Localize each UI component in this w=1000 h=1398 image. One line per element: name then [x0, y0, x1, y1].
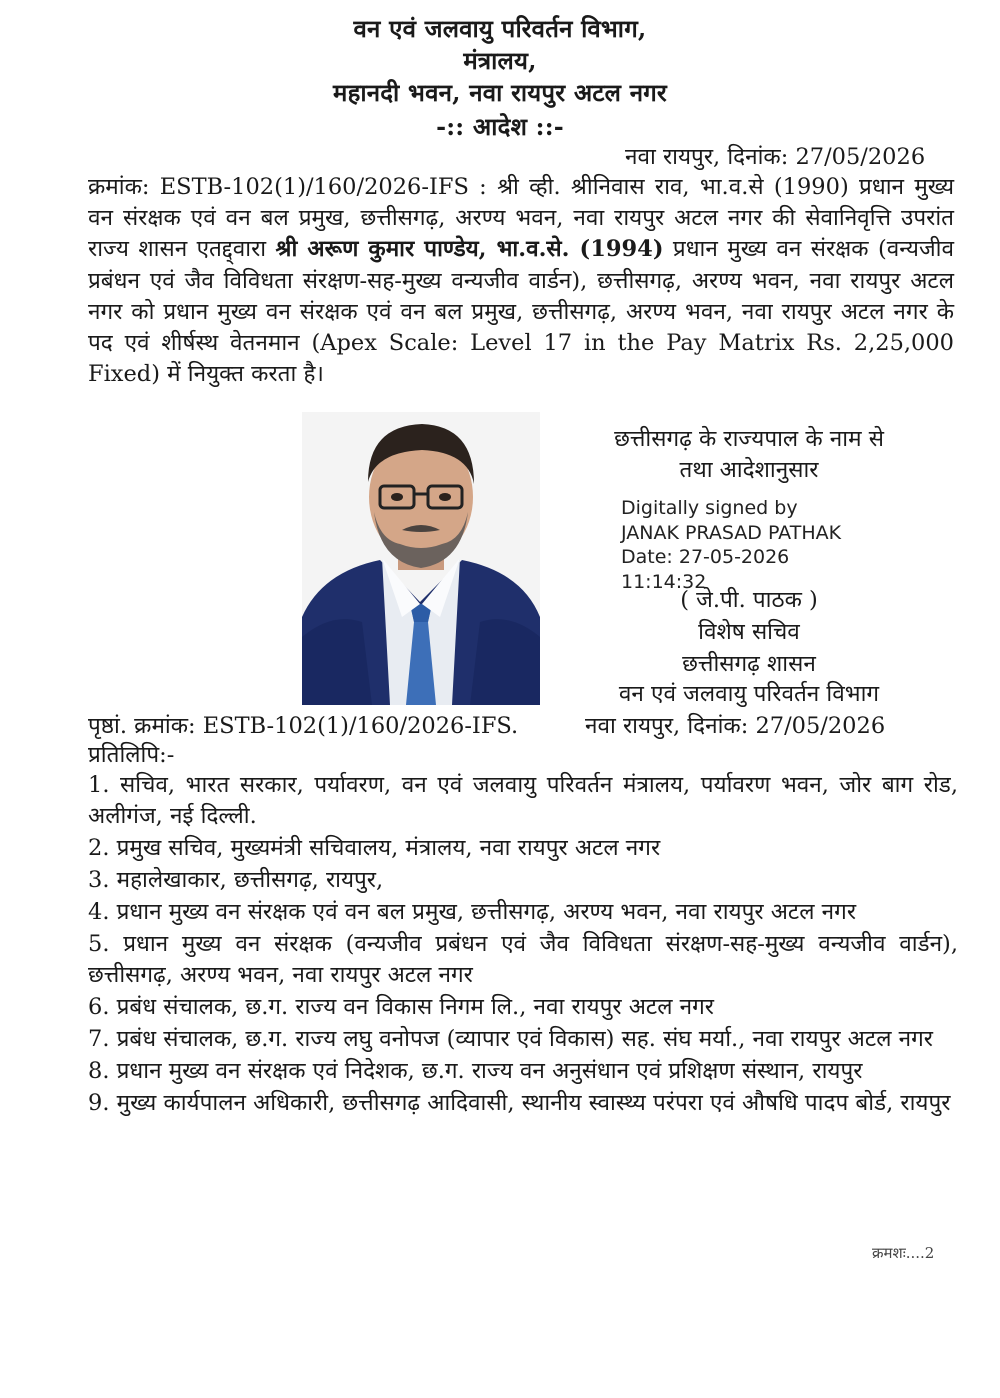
digsig-line-1: Digitally signed by — [621, 497, 798, 519]
signatory-govt: छत्तीसगढ़ शासन — [682, 651, 816, 677]
authority-line-2: तथा आदेशानुसार — [679, 457, 819, 483]
digsig-signer: JANAK PRASAD PATHAK — [621, 521, 842, 544]
continued-marker: क्रमशः....2 — [872, 1244, 935, 1262]
address-heading: महानदी भवन, नवा रायपुर अटल नगर — [333, 78, 667, 107]
signatory-place-date: नवा रायपुर, दिनांक: 27/05/2026 — [585, 713, 886, 739]
list-item: 8. प्रधान मुख्य वन संरक्षक एवं निदेशक, छ.ग. राज्य वन अनुसंधान एवं प्रशिक्षण संस्थान, रायपुर — [88, 1058, 863, 1084]
list-item: 3. महालेखाकार, छत्तीसगढ़, रायपुर, — [88, 867, 384, 893]
list-item: 9. मुख्य कार्यपालन अधिकारी, छत्तीसगढ़ आदिवासी, स्थानीय स्वास्थ्य परंपरा एवं औषधि पादप बोर्ड, रायपुर — [88, 1090, 951, 1116]
order-place-date: नवा रायपुर, दिनांक: 27/05/2026 — [625, 144, 926, 170]
digsig-date: Date: 27-05-2026 — [621, 546, 790, 568]
signatory-name: ( जे.पी. पाठक ) — [680, 587, 818, 613]
copy-to-list — [88, 770, 958, 1120]
signatory-designation: विशेष सचिव — [698, 619, 800, 645]
order-ref-text: क्रमांक: ESTB-102(1)/160/2026-IFS : श्री व्ही. श्रीनिवास राव, भा.व.से (1990) प्रधान मुख्य वन संरक्षक एवं वन बल प्रमुख, छत्तीसगढ़, अरण्य भवन, नवा रायपुर अटल नगर की सेवानिवृत्ति उपरांत राज्य शासन एतद्द्वारा — [88, 174, 954, 263]
endorsement-ref: पृष्ठां. क्रमांक: ESTB-102(1)/160/2026-IFS. — [88, 713, 519, 739]
list-item: 5. प्रधान मुख्य वन संरक्षक (वन्यजीव प्रबंधन एवं जैव विविधता संरक्षण-सह-मुख्य वन्यजीव वार्डन), छत्तीसगढ़, अरण्य भवन, नवा रायपुर अटल नगर — [88, 931, 958, 988]
order-title: -:: आदेश ::- — [436, 112, 564, 141]
list-item: 1. सचिव, भारत सरकार, पर्यावरण, वन एवं जलवायु परिवर्तन मंत्रालय, पर्यावरण भवन, जोर बाग रोड, अलीगंज, नई दिल्ली. — [88, 772, 958, 829]
order-body-text: प्रधान मुख्य वन संरक्षक (वन्यजीव प्रबंधन एवं जैव विविधता संरक्षण-सह-मुख्य वन्यजीव वार्डन), छत्तीसगढ़, अरण्य भवन, नवा रायपुर अटल नगर को प्रधान मुख्य वन संरक्षक एवं वन बल प्रमुख, छत्तीसगढ़, अरण्य भवन, नवा रायपुर अटल नगर के पद एवं शीर्षस्थ वेतनमान (Apex Scale: Level 17 in the Pay Matrix Rs. 2,25,000 Fixed) में नियुक्त करता है। — [88, 236, 955, 388]
appointee-name: श्री अरूण कुमार पाण्डेय, भा.व.से. (1994) — [275, 236, 664, 263]
officer-photo — [302, 412, 540, 705]
digsig-time: 11:14:32 — [621, 570, 707, 593]
department-heading: वन एवं जलवायु परिवर्तन विभाग, — [353, 14, 647, 43]
copy-to-label: प्रतिलिपि:- — [88, 742, 175, 768]
list-item: 4. प्रधान मुख्य वन संरक्षक एवं वन बल प्रमुख, छत्तीसगढ़, अरण्य भवन, नवा रायपुर अटल नगर — [88, 899, 857, 925]
order-paragraph — [88, 172, 954, 390]
signatory-department: वन एवं जलवायु परिवर्तन विभाग — [618, 681, 880, 707]
authority-line-1: छत्तीसगढ़ के राज्यपाल के नाम से — [614, 426, 884, 452]
digital-signature-stamp — [621, 496, 911, 594]
list-item: 2. प्रमुख सचिव, मुख्यमंत्री सचिवालय, मंत्रालय, नवा रायपुर अटल नगर — [88, 835, 661, 861]
ministry-heading: मंत्रालय, — [463, 46, 537, 75]
list-item: 6. प्रबंध संचालक, छ.ग. राज्य वन विकास निगम लि., नवा रायपुर अटल नगर — [88, 994, 714, 1020]
list-item: 7. प्रबंध संचालक, छ.ग. राज्य लघु वनोपज (व्यापार एवं विकास) सह. संघ मर्या., नवा रायपुर अटल नगर — [88, 1026, 933, 1052]
